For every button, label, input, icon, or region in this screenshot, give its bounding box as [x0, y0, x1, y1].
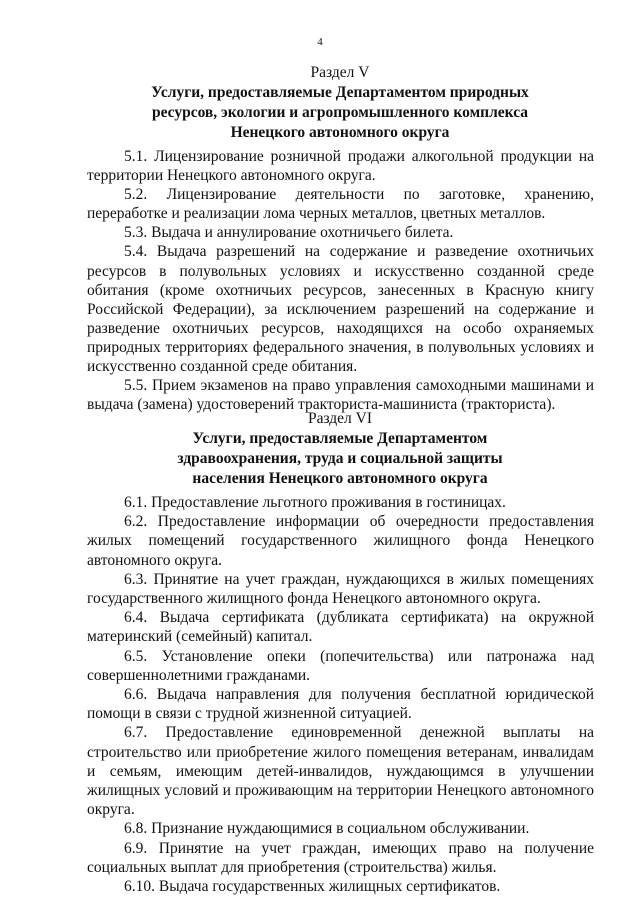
section-vi-heading: [80, 409, 600, 489]
list-item: 5.3. Выдача и аннулирование охотничьего билета.: [124, 224, 454, 242]
section-v-heading: [80, 63, 600, 143]
list-item: 5.2. Лицензирование деятельности по заготовке, хранению, переработке и реализации лома черных металлов, цветных металлов.: [87, 186, 594, 223]
list-item: 5.1. Лицензирование розничной продажи алкогольной продукции на территории Ненецкого автономного округа.: [87, 148, 594, 185]
list-item: 6.1. Предоставление льготного проживания в гостиницах.: [124, 494, 506, 511]
section-vi-item-list: [87, 493, 594, 896]
section-title-line: Услуги, предоставляемые Департаментом природных: [151, 84, 529, 101]
list-item: 6.10. Выдача государственных жилищных сертификатов.: [124, 878, 501, 896]
section-title-line: ресурсов, экологии и агропромышленного комплекса: [151, 104, 529, 121]
section-v-item-list: [87, 147, 594, 414]
list-item: 6.3. Принятие на учет граждан, нуждающихся в жилых помещениях государственного жилищного фонда Ненецкого автономного округа.: [87, 570, 594, 608]
list-item: 6.9. Принятие на учет граждан, имеющих право на получение социальных выплат для приобретения (строительства) жилья.: [87, 839, 594, 876]
page-number: 4: [317, 36, 323, 48]
list-item: 6.5. Установление опеки (попечительства) или патронажа над совершеннолетними гражданами.: [87, 647, 594, 684]
list-item: 5.4. Выдача разрешений на содержание и разведение охотничьих ресурсов в полувольных условиях и искусственно созданной среде обитания (кроме охотничьих ресурсов, занесенных в Красную книгу Российской Федерации), за исключением разрешений на содержание и разведение охотничьих ресурсов, находящихся на особо охраняемых природных территориях федерального значения, в полувольных условиях и искусственно созданной среде обитания.: [87, 243, 594, 376]
section-title-line: населения Ненецкого автономного округа: [192, 470, 488, 487]
list-item: 6.8. Признание нуждающимися в социальном обслуживании.: [124, 820, 530, 838]
section-number-label: Раздел VI: [307, 410, 373, 427]
list-item: 6.4. Выдача сертификата (дубликата сертификата) на окружной материнский (семейный) капитал.: [87, 609, 594, 646]
list-item: 5.5. Прием экзаменов на право управления самоходными машинами и выдача (замена) удостоверений тракториста-машиниста (тракториста).: [87, 377, 594, 414]
list-item: 6.6. Выдача направления для получения бесплатной юридической помощи в связи с трудной жизненной ситуацией.: [87, 686, 594, 723]
section-title-line: здравоохранения, труда и социальной защиты: [177, 450, 503, 467]
section-number-label: Раздел V: [310, 64, 370, 81]
section-title-line: Услуги, предоставляемые Департаментом: [192, 430, 488, 447]
section-title-line: Ненецкого автономного округа: [230, 124, 450, 141]
list-item: 6.2. Предоставление информации об очередности предоставления жилых помещений государственного жилищного фонда Ненецкого автономного округа.: [87, 513, 594, 569]
list-item: 6.7. Предоставление единовременной денежной выплаты на строительство или приобретение жилого помещения ветеранам, инвалидам и семьям, имеющим детей-инвалидов, нуждающимся в улучшении жилищных условий и проживающим на территории Ненецкого автономного округа.: [87, 724, 594, 819]
